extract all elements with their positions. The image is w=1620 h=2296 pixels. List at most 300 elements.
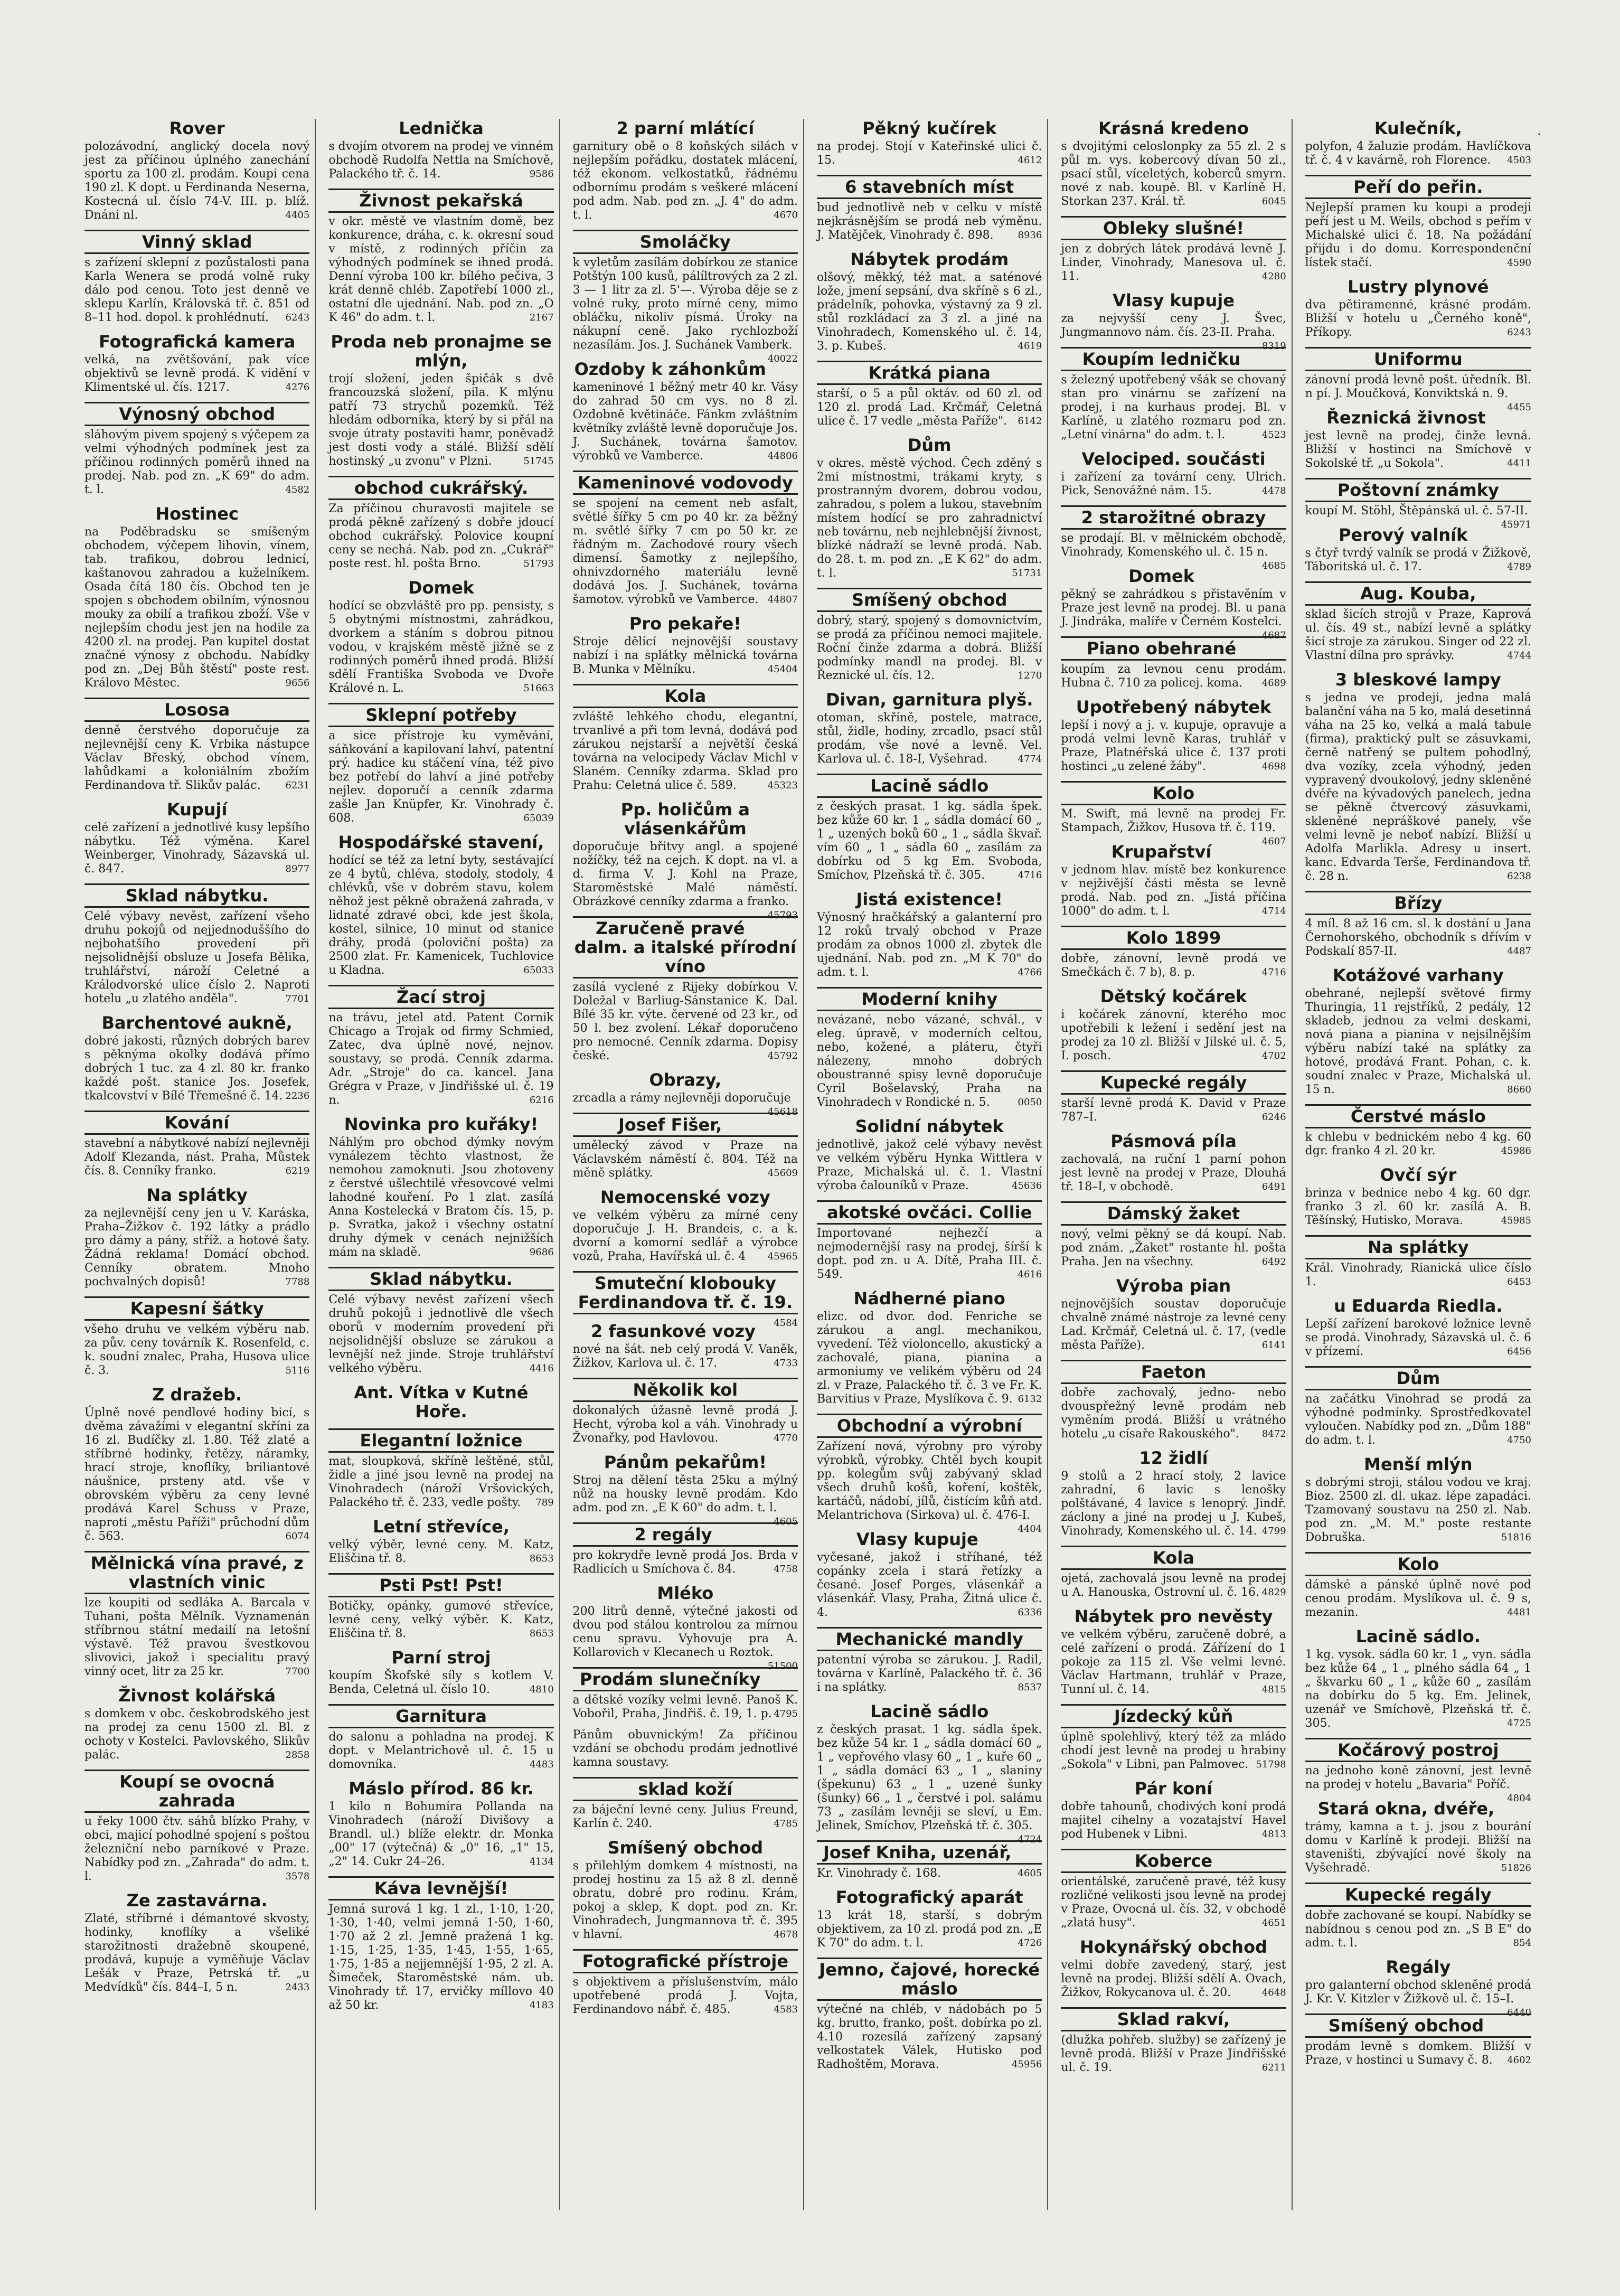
ad-title: Čerstvé máslo bbox=[1305, 1104, 1531, 1128]
ad-body bbox=[1061, 807, 1286, 847]
ad-number: 6142 bbox=[1018, 416, 1042, 427]
classified-ad bbox=[1305, 670, 1531, 883]
ad-text: umělecký závod v Praze na Václavském náměstí č. 804. Též na měně splátky. bbox=[572, 1139, 798, 1180]
ad-number: 2236 bbox=[285, 1090, 310, 1102]
ad-body bbox=[84, 1406, 309, 1544]
ad-title: Obrazy, bbox=[649, 1070, 722, 1090]
ad-text: polyfon, 4 žaluzie prodám. Havlíčkova tř. č. 4 v kavárně, roh Florence. bbox=[1305, 140, 1531, 167]
classified-ad bbox=[817, 1958, 1042, 2072]
ad-title: Novinka pro kuřáky! bbox=[344, 1114, 539, 1134]
ad-text: ve velkém výběru, zaručeně dobré, a celé zařízení o prodá. Zářízení do 1 pokoje za 115 zl. Vše velmi levné. Václav Hartmann, truhlář v Praze, Tunní ul. č. 14. bbox=[1061, 1628, 1286, 1696]
ad-title: Koupí se ovocná zahrada bbox=[84, 1770, 309, 1813]
ad-text: s dobrými stroji, stálou vodou ve kraj. Bioz. 2500 zl. dl. ukaz. lépe zapadáci. Tzamovaný soustavu na 250 zl. Nab. pod zn. „M. M." poste restante Dobruška. bbox=[1305, 1476, 1531, 1544]
classified-ad bbox=[328, 1383, 553, 1421]
ad-body bbox=[1305, 1909, 1531, 1950]
ad-number: 45636 bbox=[1012, 1180, 1042, 1191]
classified-ad bbox=[1061, 290, 1286, 352]
ad-number: 6453 bbox=[1507, 1276, 1531, 1287]
ad-number: 4404 bbox=[1018, 1523, 1042, 1535]
ad-text: za nejlevnější ceny jen u V. Karáska, Praha–Žižkov č. 192 látky a prádlo pro dámy a pány, stříž. a hotové šaty. Žádná reklama! Domácí obchod. Cenníky obratem. Mnoho pochvalných dopisů! bbox=[84, 1207, 310, 1288]
ad-title: Sklad nábytku. bbox=[84, 883, 309, 908]
ad-text: polozávodní, anglický docela nový jest za příčinou úplného zanechání sportu za 100 zl. prodám. Koupi cena 190 zl. K dopt. u Ferdinanda Neserna, Kostecná ul. číslo 74-V. III. p. blíž. Dnáni nl. bbox=[84, 140, 310, 222]
classified-ad bbox=[817, 119, 1042, 167]
ad-body bbox=[1061, 140, 1286, 209]
ad-title: Kolo bbox=[1305, 1552, 1531, 1576]
ad-title: akotské ovčáci. Collie bbox=[817, 1200, 1042, 1225]
ad-title: 2 starožitné obrazy bbox=[1061, 505, 1286, 530]
ad-number: 4774 bbox=[1018, 754, 1042, 765]
ad-body bbox=[84, 724, 309, 793]
classified-ad bbox=[573, 684, 798, 793]
classified-ad bbox=[1305, 1366, 1531, 1447]
ad-text: stavební a nábytkové nabízí nejlevněji Adolf Klezanda, nást. Praha, Můstek čís. 8. Cenníky franko. bbox=[84, 1137, 310, 1178]
ad-number: 45618 bbox=[767, 1106, 798, 1117]
ad-number: 4829 bbox=[1261, 1587, 1286, 1598]
ad-body bbox=[1061, 2034, 1286, 2075]
ad-number: 45971 bbox=[1501, 519, 1531, 530]
ad-text: 4 míl. 8 až 16 cm. sl. k dostání u Jana Černohorského, obchodník s dřívím v Podskalí 857-II. bbox=[1305, 917, 1531, 958]
ad-text: a sice přístroje ku vyměvání, sáňkování a kapilovaní lahví, patentní prý. hadice ku stáčení vína, též pivo bez potřebí do lahví a jiné potřeby nejlev. doporučí a cenník zdarma zašle Jan Knüpfer, Kr. Vinohrady č. 608. bbox=[328, 729, 554, 825]
ad-text: dobře zachovalý, jedno- nebo dvouspřežný levně prodám neb vyměním prodá. Bližší u vrátného hotelu „u císaře Rakouského". bbox=[1061, 1386, 1286, 1441]
ad-text: koupím za levnou cenu prodám. Hubna č. 710 za policej. koma. bbox=[1061, 663, 1286, 690]
classified-ad bbox=[1305, 347, 1531, 413]
ad-number: 8537 bbox=[1018, 1682, 1042, 1693]
ad-title: Divan, garnitura plyš. bbox=[825, 690, 1033, 710]
ad-number: 4689 bbox=[1261, 677, 1286, 689]
classified-ad bbox=[328, 119, 553, 181]
ad-number: 6074 bbox=[285, 1531, 310, 1542]
classified-ad bbox=[573, 1949, 798, 2017]
ad-title: Zaručeně pravé dalm. a italské přírodní víno bbox=[573, 916, 798, 978]
ad-title: Lacině sádlo. bbox=[1355, 1626, 1481, 1646]
ad-number: 1270 bbox=[1018, 670, 1042, 681]
ad-number: 51793 bbox=[523, 558, 554, 569]
ad-text: s železný upotřebený všák se chovaný stan pro vinárnu se zařízení na prodej, i na kurhaus prodej. Bl. v Karlíně, u zlatého rozmaru pod zn. „Letní vinárna" do adm. t. l. bbox=[1061, 373, 1286, 441]
ad-body bbox=[84, 428, 309, 497]
ad-number: 4698 bbox=[1261, 761, 1286, 772]
classified-ad bbox=[1061, 1779, 1286, 1841]
classified-ad bbox=[1061, 119, 1286, 209]
ad-text: z českých prasat. 1 kg. sádla špek. bez kůže 60 kr. 1 „ sádla domácí 60 „ 1 „ uzených boků 60 „ 1 „ sádla škvař. vím 60 „ 1 „ sádla 60 „ zasílám za dobírku od 5 kg Em. Svoboda, Smíchov, Plzeňská tř. č. 305. bbox=[817, 800, 1042, 882]
ad-body bbox=[573, 1728, 798, 1770]
ad-title: Dům bbox=[1305, 1366, 1531, 1390]
ad-number: 4716 bbox=[1018, 870, 1042, 881]
ad-number: 6246 bbox=[1261, 1112, 1286, 1123]
ad-text: zachovalá, na ruční 1 parní pohon jest levně na prodej v Praze, Dlouhá tř. 18–I, v obchodě. bbox=[1061, 1153, 1286, 1193]
classified-ad bbox=[573, 1271, 798, 1329]
ad-body bbox=[573, 981, 798, 1063]
classified-ad bbox=[328, 1648, 553, 1697]
ad-body bbox=[328, 854, 553, 977]
ad-title: Elegantní ložnice bbox=[328, 1428, 553, 1453]
ad-text: Zařízení nová, výrobny pro výroby výrobků, výrobky. Chtěl bych koupit pp. kolegům svůj zabývaný sklad všech druhů košů, koření, koštěk, kartáčů, nádobí, jílů, čistícím kůň atd. Melantrichova (Sirkova) ul. č. 476-I. bbox=[817, 1440, 1042, 1522]
ad-body bbox=[1305, 608, 1531, 663]
column-5 bbox=[1056, 119, 1292, 2210]
classified-ad bbox=[1061, 347, 1286, 442]
ad-text: Celé výbavy nevěst, zařízení všeho druhu pokojů od nejjednoduššího do nejbohatšího provedení při nejsolidnější obsluze u Josefa Bělika, truhlářství, nároží Celetné a Králodvorské ulice číslo 2. Naproti hotelu „u zlatého anděla". bbox=[84, 910, 310, 1005]
ad-body bbox=[84, 525, 309, 690]
ad-body bbox=[1061, 1800, 1286, 1841]
ad-title: Nemocenské vozy bbox=[600, 1187, 770, 1207]
ad-title: Pásmová píla bbox=[1110, 1131, 1237, 1151]
classified-ad bbox=[328, 1428, 553, 1510]
ad-text: starší, o 5 a půl oktáv. od 60 zl. od 120 zl. prodá Lad. Krčmář, Celetná ulice č. 17 vedle „města Paříže". bbox=[817, 387, 1042, 428]
ad-body bbox=[1061, 1959, 1286, 2000]
ad-title: Peří do peřin. bbox=[1305, 175, 1531, 199]
ad-title: Sklad nábytku. bbox=[328, 1267, 553, 1291]
ad-body bbox=[573, 497, 798, 607]
column-2 bbox=[323, 119, 560, 2210]
ad-number: 4687 bbox=[1261, 630, 1286, 641]
ad-body bbox=[328, 215, 553, 325]
ad-title: Sklad rakví, bbox=[1061, 2007, 1286, 2031]
ad-title: Obchodní a výrobní bbox=[817, 1414, 1042, 1438]
column-1 bbox=[79, 119, 316, 2210]
ad-title: Pánům pekařům! bbox=[604, 1452, 767, 1472]
ad-number: 45404 bbox=[767, 664, 798, 675]
classified-ad bbox=[328, 1876, 553, 2012]
ad-body bbox=[1305, 1262, 1531, 1289]
ad-title: Pp. holičům a vlásenkářům bbox=[620, 799, 750, 839]
ad-title: Smoláčky bbox=[573, 230, 798, 254]
ad-number: 51500 bbox=[767, 1661, 798, 1672]
classified-ad bbox=[573, 1188, 798, 1264]
column-3 bbox=[568, 119, 804, 2210]
classified-ad bbox=[1305, 1799, 1531, 1875]
classified-ad bbox=[572, 799, 798, 921]
ad-body bbox=[573, 1975, 798, 2017]
ad-text: a dětské vozíky velmi levně. Panoš K. Vobořil, Praha, Jindřiš. č. 19, 1. p. bbox=[572, 1693, 798, 1720]
ad-title: Kola bbox=[1061, 1546, 1286, 1570]
ad-text: Za příčinou churavosti majitele se prodá pěkně zařízený s dobře jdoucí obchod cukrářský. Polovice koupní ceny se nechá. Nab. pod zn. „Cukrář" poste rest. hl. pošta Brno. bbox=[328, 502, 554, 570]
ad-body bbox=[1061, 1628, 1286, 1697]
ad-text: trojí složení, jeden špičák s dvě francouzská složení, pila. K mlýnu patří 73 strychů pozemků. Též hledám odborníka, který by si přál na svoje útraty postaviti hamr, poněvadž jest dosti vody a stálé. Bližší sdělí hostinský „u zvonu" v Plzni. bbox=[328, 372, 554, 468]
ad-number: 6238 bbox=[1507, 871, 1531, 882]
ad-number: 4744 bbox=[1507, 650, 1531, 661]
ad-number: 6216 bbox=[529, 1095, 554, 1106]
ad-number: 2433 bbox=[285, 1982, 310, 1993]
ad-text: pro kokrydře levně prodá Jos. Brda v Radlicích u Smíchova č. 84. bbox=[572, 1549, 798, 1576]
classified-ad bbox=[573, 1113, 798, 1180]
ad-body bbox=[573, 381, 798, 463]
ad-number: 45985 bbox=[1501, 1215, 1531, 1226]
ad-text: Jemná surová 1 kg. 1 zl., 1·10, 1·20, 1·30, 1·40, velmi jemná 1·50, 1·60, 1·70 až 2 zl. Jemně pražená 1 kg. 1·15, 1·25, 1·35, 1·45, 1·55, 1·65, 1·75, 1·85 a nejjemnější 1·95, 2 zl. A. Šimeček, Staroměstské nám. ub. Vinohrady tř. 17, ervičky míllovo 40 až 50 kr. bbox=[328, 1903, 554, 2012]
ad-body bbox=[817, 1440, 1042, 1535]
classified-ad bbox=[1061, 842, 1286, 918]
ad-body bbox=[817, 140, 1042, 167]
ad-title: Mechanické mandly bbox=[817, 1627, 1042, 1651]
ad-number: 4685 bbox=[1261, 560, 1286, 571]
ad-title: Kupecké regály bbox=[1305, 1883, 1531, 1907]
ad-body bbox=[328, 1599, 553, 1641]
ad-number: 5116 bbox=[285, 1365, 310, 1376]
classified-ad bbox=[1061, 1704, 1286, 1772]
classified-ad bbox=[1061, 636, 1286, 690]
classified-ad bbox=[1305, 1235, 1531, 1289]
ad-title: Upotřebený nábytek bbox=[1076, 697, 1271, 717]
ad-number: 4605 bbox=[774, 1516, 798, 1527]
ad-number: 4726 bbox=[1018, 1937, 1042, 1949]
ad-body bbox=[817, 1723, 1042, 1845]
ad-number: 8319 bbox=[1261, 341, 1286, 352]
ad-title: Lustry plynové bbox=[1348, 277, 1489, 297]
ad-body bbox=[328, 599, 553, 695]
ad-body bbox=[817, 2003, 1042, 2072]
ad-number: 4584 bbox=[774, 1318, 798, 1329]
ad-title: 2 regály bbox=[573, 1522, 798, 1547]
ad-title: Kupují bbox=[166, 799, 228, 820]
ad-title: Živnost kolářská bbox=[118, 1686, 276, 1706]
ad-body bbox=[84, 910, 309, 1006]
ad-title: Kameninové vodovody bbox=[573, 471, 798, 495]
ad-text: brinza v bednice nebo 4 kg. 60 dgr. franko 3 zl. 60 kr. zasílá A. B. Těšínský, Hutisko, Morava. bbox=[1305, 1187, 1531, 1227]
ad-number: 4503 bbox=[1507, 155, 1531, 166]
ad-body bbox=[328, 1730, 553, 1772]
classified-ad bbox=[1061, 505, 1286, 571]
ad-number: 6336 bbox=[1018, 1607, 1042, 1618]
ad-title: Smíšený obchod bbox=[817, 588, 1042, 612]
ad-body bbox=[1305, 1318, 1531, 1359]
ad-title: u Eduarda Riedla. bbox=[1334, 1296, 1503, 1316]
ad-text: Celé výbavy nevěst zařízení všech druhů pokojů i jednotlivě dle všech oborů v moderním provedení při nejsolidnější obsluze se zárukou a levnější než jinde. Stroje truhlářství velkého výběru. bbox=[328, 1293, 554, 1375]
classified-ad bbox=[573, 1667, 798, 1721]
ad-body bbox=[1061, 1153, 1286, 1194]
ad-text: Importované nejhezčí a nejmodernější rasy na prodej, šírší k dopt. pod zn. u A. Dítě, Praha III. č. 549. bbox=[817, 1227, 1042, 1281]
ad-number: 6231 bbox=[285, 780, 310, 791]
ad-body bbox=[1305, 140, 1531, 167]
ad-body bbox=[1305, 1648, 1531, 1730]
ad-title: Poštovní známky bbox=[1305, 478, 1531, 502]
classified-ad bbox=[84, 1185, 309, 1289]
ad-body bbox=[328, 140, 553, 181]
classified-ad bbox=[573, 360, 798, 463]
classified-ad bbox=[1061, 1276, 1286, 1352]
ad-body bbox=[1305, 1187, 1531, 1228]
ad-number: 44806 bbox=[767, 450, 798, 462]
ad-title: Hokynářský obchod bbox=[1080, 1937, 1267, 1957]
ad-text: v okres. městě východ. Čech zděný s 2mi místnostmi, trákami kryty, s prostranným dvorem, dobrou vodou, zahradou, s polem a lukou, stavebním místem hodící se pro zahradnictví neb továrnu, neb nejhlebnější živnost, blízké nádraží se levně prodá. Nab. do 28. t. m. pod zn. „E K 62" do adm. t. l. bbox=[817, 457, 1042, 580]
ad-number: 0050 bbox=[1018, 1097, 1042, 1108]
ad-text: Zlaté, stříbrné i démantové skvosty, hodinky, knoflíky a všeliké starožitnosti dražebně skoupené, prodává, kupuje a vyměňuje Václav Lešák v Praze, Petrská tř. „u Medvídků" čís. 844–I, 5 n. bbox=[84, 1912, 310, 1994]
ad-title: Fotografický aparát bbox=[835, 1887, 1023, 1907]
ad-text: v okr. městě ve vlastním domě, bez konkurence, dráha, c. k. okresní soud v místě, z rodinných příčin za výhodných podmínek se ihned prodá. Denní výroba 100 kr. bílého pečiva, 3 krát denně chléb. Zapotřebí 1000 zl., ostatní dle ujednání. Nab. pod zn. „O K 46" do adm. t. l. bbox=[328, 215, 554, 324]
classified-ad bbox=[84, 504, 309, 690]
ad-body bbox=[1305, 201, 1531, 270]
ad-text: s objektivem a příslušenstvím, málo upotřebené prodá J. Vojta, Ferdinandovo nábř. č. 485. bbox=[572, 1975, 798, 2016]
ad-text: Kr. Vinohrady č. 168. bbox=[817, 1867, 941, 1880]
ad-number: 4416 bbox=[529, 1363, 554, 1374]
ad-text: nevázané, nebo vázané, schvál., v eleg. úpravě, v moderních celtou, nebo, kožené, a pláteru, čtyři nálezeny, mnoho dobrých oboustranné spisy levně doporučuje Cyril Bošelavský, Praha na Vinohradech v Rondické n. 5. bbox=[817, 1013, 1042, 1109]
ad-text: bud jednotlivě neb v celku v místě nejkrásnějším se prodá neb výměnu. J. Matějček, Vinohrady č. 898. bbox=[817, 201, 1042, 242]
ad-body bbox=[328, 372, 553, 468]
ad-text: s jedna ve prodeji, jedna malá balanční váha na 5 ko, malá desetinná váha na 25 ko, velká a malá tabule (firma), praktický pult se zásuvkami, černě natřený se pultem pohodlný, dva vozíky, zcela výhodný, jeden vypravený dvoukolový, jedny skleněné dvéře na kývadových panelech, jedna se pěkně čtvercový zásuvkami, skleněné nepráškové panely, vše velmi levně je neboť nabízí. Bližší u Adolfa Marlikla. Adresy u insert. kanc. Edvarda Terše, Ferdinandova tř. č. 28 n. bbox=[1305, 691, 1531, 883]
ad-title: Kolo 1899 bbox=[1061, 926, 1286, 950]
ad-text: dámské a pánské úplně nové pod cenou prodám. Myslíkova ul. č. 9 s, mezanin. bbox=[1305, 1578, 1531, 1619]
classified-ad bbox=[1061, 987, 1286, 1063]
ad-title: Josef Kniha, uzenář, bbox=[817, 1840, 1042, 1865]
classified-ad bbox=[84, 1891, 309, 1994]
ad-body bbox=[328, 1011, 553, 1107]
classified-ad bbox=[573, 1322, 798, 1370]
ad-number: 4804 bbox=[1507, 1793, 1531, 1804]
classified-ad bbox=[817, 175, 1042, 242]
ad-body bbox=[1061, 663, 1286, 690]
classified-ad bbox=[817, 1840, 1042, 1880]
ad-body bbox=[572, 256, 798, 364]
ad-text: dobře tahounů, chodivých koní prodá majitel cihelny a vozatajství Havel pod Hubenek v Libni. bbox=[1061, 1800, 1286, 1841]
ad-number: 9656 bbox=[285, 677, 310, 689]
ad-body bbox=[328, 1538, 553, 1566]
ad-title: Z dražeb. bbox=[152, 1385, 242, 1405]
ad-body bbox=[817, 1551, 1042, 1620]
classified-ad bbox=[817, 1200, 1042, 1282]
ad-text: Stroje dělící nejnovější soustavy nabízí i na splátky mělnická továrna B. Munka v Mělníku. bbox=[572, 635, 798, 676]
ad-body bbox=[1061, 471, 1286, 498]
ad-title: Lacině sádlo bbox=[817, 774, 1042, 798]
ad-body bbox=[1305, 1131, 1531, 1158]
ad-text: sklad šicích strojů v Praze, Kaprová ul. čís. 49 st., nabízí levně a splátky šicí stroje za zárukou. Singer od 22 zl. Vlastní dílna pro správky. bbox=[1305, 608, 1531, 662]
ad-number: 4607 bbox=[1261, 836, 1286, 847]
ad-title: Garnitura bbox=[328, 1704, 553, 1728]
column-4 bbox=[812, 119, 1048, 2210]
ad-title: Jemno, čajové, horecké máslo bbox=[817, 1958, 1042, 2001]
classified-ad bbox=[817, 436, 1042, 580]
ad-text: Botičky, opánky, gumové střevíce, levné ceny, velký výběr. K. Katz, Eliščina tř. 8. bbox=[328, 1599, 554, 1640]
ad-text: do salonu a pohladna na prodej. K dopt. v Melantrichově ul. č. 15 u domovníka. bbox=[328, 1730, 554, 1771]
classified-ad bbox=[84, 883, 309, 1006]
ad-number: 6456 bbox=[1507, 1346, 1531, 1357]
ad-text: velký výběr, levné ceny. M. Katz, Eliščina tř. 8. bbox=[328, 1538, 554, 1565]
ad-number: 4487 bbox=[1507, 946, 1531, 957]
ad-title: Nábytek prodám bbox=[850, 249, 1009, 269]
ad-title: Ozdoby k záhonkům bbox=[574, 359, 766, 379]
ad-body bbox=[817, 1867, 1042, 1880]
ad-title: Výnosný obchod bbox=[84, 402, 309, 426]
ad-number: 6243 bbox=[1507, 327, 1531, 338]
ad-title: Obleky slušné! bbox=[1061, 216, 1286, 240]
classified-ad bbox=[1305, 966, 1531, 1097]
ad-text: pěkný se zahrádkou s přistavěním v Praze jest levně na prodej. Bl. u pana J. Jindráka, malíře v Černém Kostelci. bbox=[1061, 588, 1286, 628]
classified-ad bbox=[573, 614, 798, 676]
ad-body bbox=[84, 140, 309, 222]
ad-number: 65033 bbox=[523, 965, 554, 976]
ad-body bbox=[1061, 1470, 1286, 1538]
ad-number: 4815 bbox=[1261, 1684, 1286, 1695]
classified-ad bbox=[1305, 581, 1531, 663]
ad-number: 4455 bbox=[1507, 402, 1531, 413]
ad-text: na začátku Vinohrad se prodá za výhodné podmínky. Sprostředkovatel vyloučen. Nabídky pod zn. „Dům 188" do adm. t. l. bbox=[1305, 1392, 1531, 1447]
ad-body bbox=[328, 1800, 553, 1869]
ad-number: 6211 bbox=[1261, 2062, 1286, 2073]
ad-title: Aug. Kouba, bbox=[1305, 581, 1531, 606]
ad-body bbox=[573, 1404, 798, 1445]
classified-ad bbox=[817, 690, 1042, 766]
classified-ad bbox=[1061, 1849, 1286, 1930]
ad-body bbox=[817, 911, 1042, 980]
ad-body bbox=[328, 1455, 553, 1510]
ad-body bbox=[328, 1136, 553, 1259]
classified-ad bbox=[328, 1573, 553, 1641]
ad-body bbox=[1061, 373, 1286, 442]
ad-title: Dětský kočárek bbox=[1100, 986, 1247, 1006]
ad-title: Dům bbox=[907, 435, 952, 455]
ad-title: Pár koní bbox=[1134, 1779, 1213, 1799]
ad-body bbox=[1061, 719, 1286, 774]
classified-ad bbox=[573, 1522, 798, 1576]
ad-text: s zařízení sklepní z pozůstalosti pana Karla Wenera se prodá volně ruky dálo pod cenou. Toto jest denně ve sklepu Karlín, Královská tř. č. 851 od 8–11 hod. dopol. k prohlédnutí. bbox=[84, 256, 310, 324]
ad-number: 4616 bbox=[1018, 1269, 1042, 1280]
ad-title: Solidní nábytek bbox=[855, 1116, 1004, 1136]
classified-ad bbox=[1061, 1360, 1286, 1441]
ad-title: Lacině sádlo bbox=[870, 1701, 989, 1721]
ad-body bbox=[573, 1343, 798, 1370]
ad-body bbox=[1305, 987, 1531, 1097]
ad-number: 4651 bbox=[1261, 1917, 1286, 1928]
ad-text: k chlebu v bednickém nebo 4 kg. 60 dgr. franko 4 zl. 20 kr. bbox=[1305, 1131, 1531, 1158]
ad-body bbox=[1305, 1392, 1531, 1447]
ad-title: Letní střevíce, bbox=[373, 1517, 510, 1537]
ad-title: Parní stroj bbox=[391, 1648, 491, 1668]
ad-title: Několik kol bbox=[573, 1378, 798, 1402]
ad-text: orientálské, zaručeně pravé, též kusy rozličné velikosti jsou levně na prodej v Praze, Ovocná ul. čís. 32, v obchodě „zlatá husy". bbox=[1061, 1875, 1286, 1930]
ad-number: 4733 bbox=[774, 1358, 798, 1369]
ad-text: lze koupiti od sedláka A. Barcala v Tuhani, pošta Mělník. Vyznamenán stříbrnou státní medailí na letošní výstavě. Též pravou švestkovou slivovici, jakož i specialitu pravý vinný ocet, litr za 25 kr. bbox=[84, 1596, 310, 1678]
classified-ad bbox=[1061, 926, 1286, 980]
classified-ad bbox=[1061, 449, 1286, 498]
ad-title: Koupím ledničku bbox=[1061, 347, 1286, 371]
ad-title: Prodám slunečníky bbox=[573, 1667, 798, 1691]
ad-title: sklad koží bbox=[573, 1777, 798, 1801]
classified-ad bbox=[1061, 1201, 1286, 1269]
ad-number: 45986 bbox=[1501, 1145, 1531, 1156]
ad-title: Menší mlýn bbox=[1364, 1454, 1473, 1474]
ad-title: Břízy bbox=[1305, 891, 1531, 915]
ad-body bbox=[1061, 952, 1286, 980]
ad-body bbox=[84, 821, 309, 876]
ad-title: Ovčí sýr bbox=[1380, 1165, 1457, 1185]
ad-number: 4648 bbox=[1261, 1987, 1286, 1998]
ad-number: 45323 bbox=[767, 780, 798, 791]
ad-body bbox=[1305, 917, 1531, 958]
ad-title: Uniformu bbox=[1305, 347, 1531, 371]
classified-ad bbox=[573, 916, 798, 1063]
classified-ad bbox=[1061, 1070, 1286, 1124]
classified-ad bbox=[1061, 1546, 1286, 1599]
ad-title: Regály bbox=[1386, 1957, 1451, 1977]
ad-body bbox=[1061, 588, 1286, 641]
ad-number: 6219 bbox=[285, 1165, 310, 1177]
classified-ad bbox=[84, 1111, 309, 1178]
classified-ad bbox=[328, 833, 553, 977]
classified-ad bbox=[1305, 478, 1531, 530]
ad-text: Stroj na dělení těsta 25ku a mýlný nůž na housky levně prodám. Kdo adm. pod zn. „E K 60" do adm. t. l. bbox=[572, 1474, 798, 1514]
ad-number: 9686 bbox=[529, 1247, 554, 1258]
classified-ad bbox=[1305, 525, 1531, 574]
ad-title: Lososa bbox=[84, 698, 309, 722]
ad-title: Řeznická živnost bbox=[1326, 408, 1486, 428]
ad-title: Stará okna, dvéře, bbox=[1317, 1799, 1495, 1819]
ad-body bbox=[1061, 1386, 1286, 1441]
ad-title: Smuteční klobouky Ferdinandova tř. č. 19. bbox=[573, 1271, 798, 1314]
classified-ads-page bbox=[79, 119, 1537, 2210]
classified-ad bbox=[817, 361, 1042, 428]
ad-body bbox=[1061, 532, 1286, 571]
ad-body bbox=[817, 614, 1042, 683]
ad-body bbox=[573, 1549, 798, 1576]
classified-ad bbox=[84, 119, 309, 222]
ad-title: Psti Pst! Pst! bbox=[328, 1573, 553, 1597]
ad-number: 45609 bbox=[767, 1168, 798, 1179]
